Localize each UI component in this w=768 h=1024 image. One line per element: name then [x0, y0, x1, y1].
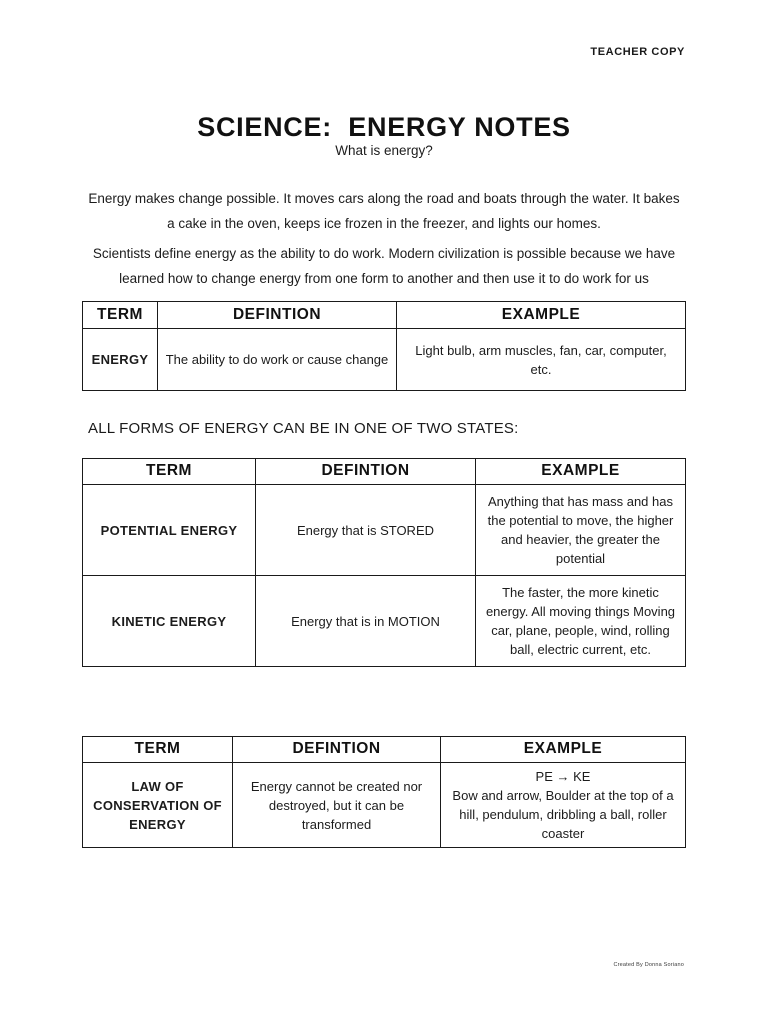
column-header-definition: DEFINTION — [233, 737, 441, 763]
example-law-list: Bow and arrow, Boulder at the top of a hill, pendulum, dribbling a ball, roller coaster — [452, 788, 674, 841]
table-row — [83, 485, 686, 576]
definition-potential-energy: Energy that is STORED — [256, 485, 476, 576]
energy-definition-table — [82, 301, 686, 391]
section-heading-states: ALL FORMS OF ENERGY CAN BE IN ONE OF TWO STATES: — [88, 420, 519, 437]
term-kinetic-energy: KINETIC ENERGY — [83, 576, 256, 667]
example-kinetic-energy: The faster, the more kinetic energy. All moving things Moving car, plane, people, wind, rolling ball, electric current, etc. — [476, 576, 686, 667]
table-header-row — [83, 302, 686, 329]
example-potential-energy: Anything that has mass and has the potential to move, the higher and heavier, the greater the potential — [476, 485, 686, 576]
column-header-example: EXAMPLE — [476, 459, 686, 485]
intro-paragraph-1: Energy makes change possible. It moves cars along the road and boats through the water. It bakes a cake in the oven, keeps ice frozen in the freezer, and lights our homes. — [88, 190, 680, 231]
definition-kinetic-energy: Energy that is in MOTION — [256, 576, 476, 667]
table-row — [83, 763, 686, 848]
example-energy-transfer-notation: PE → KE — [535, 769, 591, 784]
column-header-term: TERM — [83, 302, 158, 329]
column-header-term: TERM — [83, 737, 233, 763]
table-header-row — [83, 737, 686, 763]
column-header-example: EXAMPLE — [441, 737, 686, 763]
table-header-row — [83, 459, 686, 485]
column-header-example: EXAMPLE — [397, 302, 686, 329]
intro-paragraph-2: Scientists define energy as the ability to do work. Modern civilization is possible because we have learned how to change energy from one form to another and then use it to do work for us — [92, 245, 676, 286]
term-law-of-conservation: LAW OF CONSERVATION OF ENERGY — [83, 763, 233, 848]
table-row — [83, 576, 686, 667]
column-header-definition: DEFINTION — [256, 459, 476, 485]
conservation-law-table — [82, 736, 686, 848]
example-energy: Light bulb, arm muscles, fan, car, computer, etc. — [397, 329, 686, 391]
column-header-definition: DEFINTION — [158, 302, 397, 329]
energy-states-table — [82, 458, 686, 667]
definition-energy: The ability to do work or cause change — [158, 329, 397, 391]
teacher-copy-label: TEACHER COPY — [590, 46, 685, 58]
term-energy: ENERGY — [83, 329, 158, 391]
page-title: SCIENCE: ENERGY NOTES — [197, 112, 571, 143]
term-potential-energy: POTENTIAL ENERGY — [83, 485, 256, 576]
definition-law-of-conservation: Energy cannot be created nor destroyed, but it can be transformed — [233, 763, 441, 848]
footer-credit: Created By Donna Soriano — [613, 962, 684, 968]
example-law-of-conservation — [441, 763, 686, 848]
table-row — [83, 329, 686, 391]
intro-question: What is energy? — [335, 143, 433, 158]
column-header-term: TERM — [83, 459, 256, 485]
